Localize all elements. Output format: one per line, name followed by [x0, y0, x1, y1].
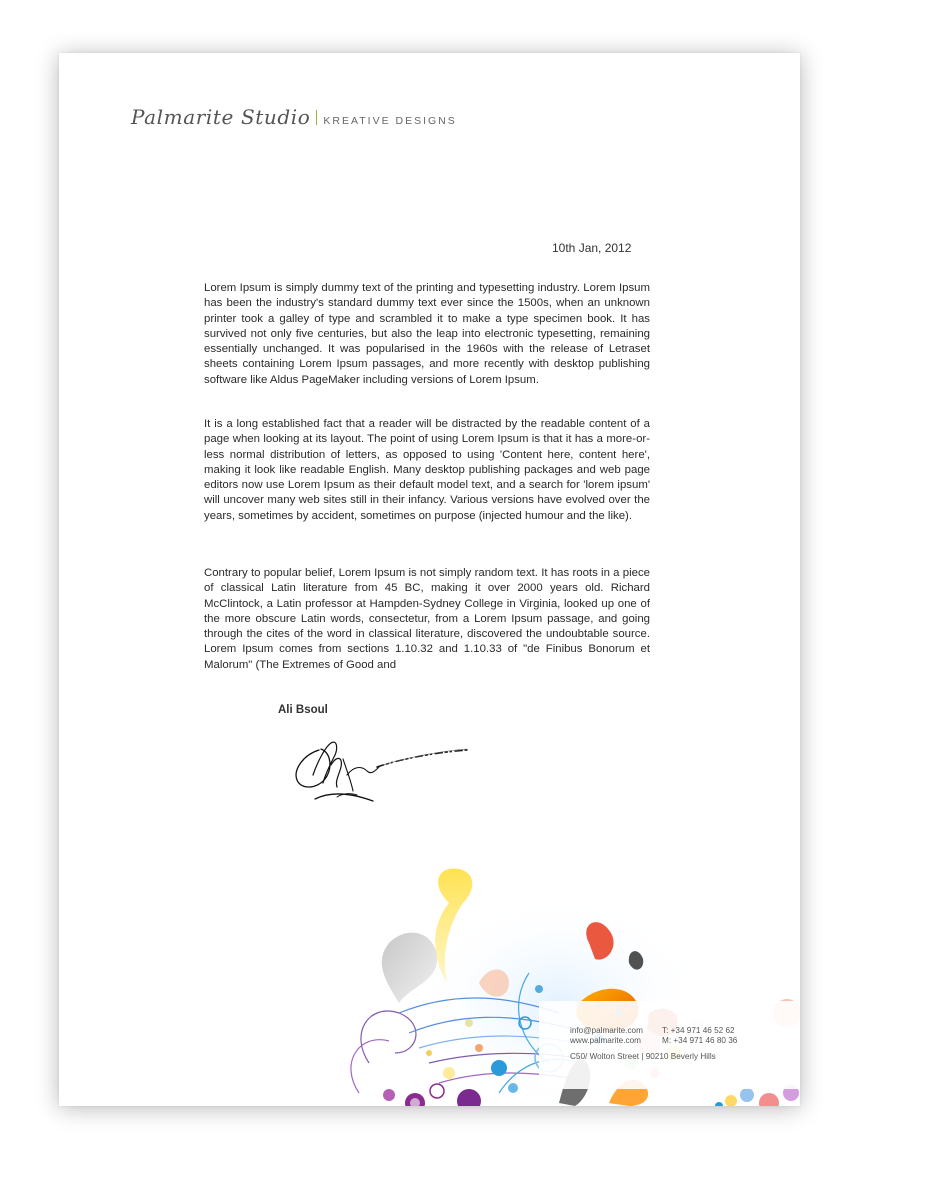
logo-divider	[316, 110, 317, 125]
contact-mobile: M: +34 971 46 80 36	[662, 1036, 738, 1045]
paragraph-2: It is a long established fact that a reader will be distracted by the readable content of a page when looking at its layout. The point of using Lorem Ipsum is that it has a more-or-less normal distribution of letters, as opposed to using 'Content here, content here', making it look like readable English. Many desktop publishing packages and web page editors now use Lorem Ipsum as their default model text, and a search for 'lorem ipsum' will uncover many web sites still in their infancy. Various versions have evolved over the years, sometimes by accident, sometimes on purpose (injected humour and the like).	[204, 418, 650, 522]
letterhead-logo	[131, 105, 457, 129]
paragraph-1: Lorem Ipsum is simply dummy text of the printing and typesetting industry. Lorem Ipsum has been the industry's standard dummy text ever since the 1500s, when an unknown printer took a galley of type and scrambled it to make a type specimen book. It has survived not only five centuries, but also the leap into electronic typesetting, remaining essentially unchanged. It was popularised in the 1960s with the release of Letraset sheets containing Lorem Ipsum passages, and more recently with desktop publishing software like Aldus PageMaker including versions of Lorem Ipsum.	[204, 282, 650, 386]
brand-tagline: KREATIVE DESIGNS	[323, 115, 457, 127]
letter-date: 10th Jan, 2012	[552, 241, 632, 255]
handwritten-signature	[291, 735, 471, 810]
paragraph-3: Contrary to popular belief, Lorem Ipsum is not simply random text. It has roots in a piece of classical Latin literature from 45 BC, making it over 2000 years old. Richard McClintock, a Latin professor at Hampden-Sydney College in Virginia, looked up one of the more obscure Latin words, consectetur, from a Lorem Ipsum passage, and going through the cites of the word in classical literature, discovered the undoubtable source. Lorem Ipsum comes from sections 1.10.32 and 1.10.33 of "de Finibus Bonorum et Malorum" (The Extremes of Good and	[204, 567, 650, 671]
brand-name: Palmarite Studio	[131, 105, 311, 129]
contact-website[interactable]: www.palmarite.com	[570, 1036, 641, 1045]
contact-address: C50/ Wolton Street | 90210 Beverly Hills	[570, 1052, 716, 1061]
contact-panel	[539, 1001, 800, 1089]
signer-name: Ali Bsoul	[278, 704, 328, 716]
contact-email[interactable]: info@palmarite.com	[570, 1026, 643, 1035]
contact-phone: T: +34 971 46 52 62	[662, 1026, 735, 1035]
letter-page	[59, 53, 800, 1106]
